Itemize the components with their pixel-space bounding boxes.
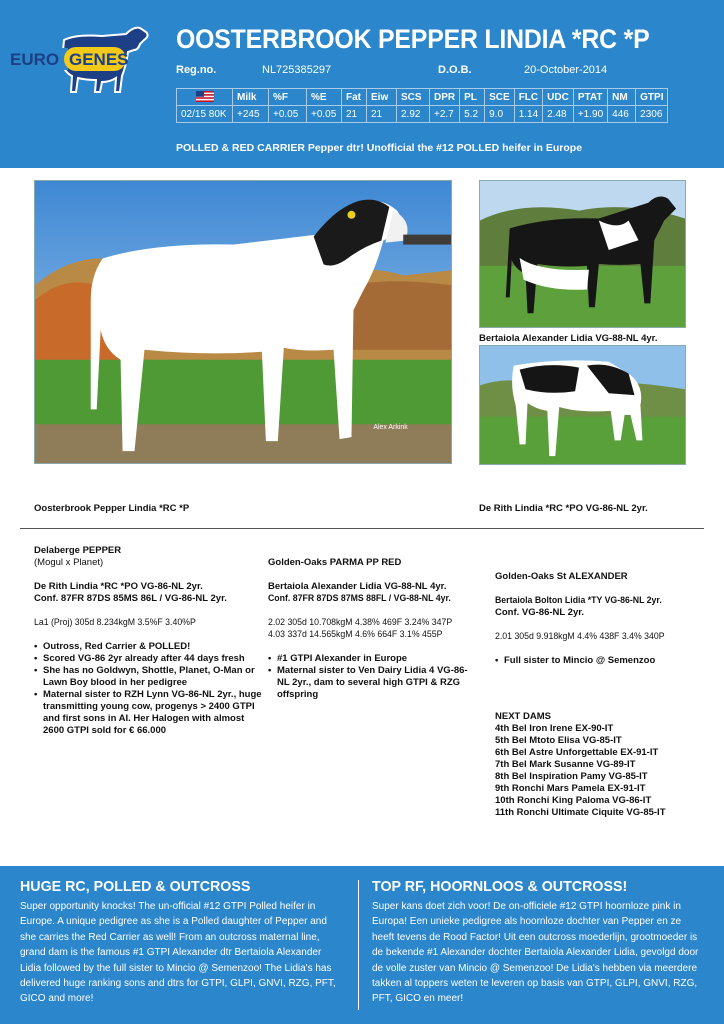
pedigree-column-granddam	[268, 557, 480, 701]
list-item: • Outross, Red Carrier & POLLED!	[34, 641, 264, 653]
dam-production: La1 (Proj) 305d 8.234kgM 3.5%F 3.40%P	[34, 617, 196, 628]
sire-parents: (Mogul x Planet)	[34, 557, 104, 568]
highlights-list	[34, 641, 264, 737]
granddam-production-1: 2.02 305d 10.708kgM 4.38% 469F 3.24% 347P	[268, 617, 453, 628]
highlights-list	[495, 655, 700, 667]
index-header: %F	[269, 89, 307, 106]
index-row-label: 02/15 80K	[177, 106, 233, 123]
next-dam-item: 10th Ronchi King Paloma VG-86-IT	[495, 795, 652, 806]
dob-value: 20-October-2014	[524, 64, 608, 76]
next-dam-item: 7th Bel Mark Susanne VG-89-IT	[495, 759, 636, 770]
index-header: Fat	[342, 89, 367, 106]
index-header: PL	[460, 89, 485, 106]
next-dam-item: 11th Ronchi Ultimate Ciquite VG-85-IT	[495, 807, 666, 818]
index-value: +0.05	[269, 106, 307, 123]
section-divider	[20, 528, 704, 529]
main-photo-caption: Oosterbrook Pepper Lindia *RC *P	[34, 503, 190, 514]
great-granddam-conformation: Conf. VG-86-NL 2yr.	[495, 607, 585, 618]
us-flag-icon	[196, 91, 214, 102]
dam-photo-bottom-caption: De Rith Lindia *RC *PO VG-86-NL 2yr.	[479, 503, 648, 514]
reg-label: Reg.no.	[176, 64, 217, 76]
pedigree-column-sire	[34, 545, 264, 737]
index-value: +2.7	[430, 106, 460, 123]
list-item: • Full sister to Mincio @ Semenzoo	[495, 655, 700, 667]
footer-banner	[0, 866, 724, 1024]
footer-dutch-text: Super kans doet zich voor! De on-officiele #12 GTPI hoornloze pink in Europa! Een unieke pedigree als hoornloze dochter van Pepper en ze heeft tevens de Rood Factor! Uit een outcross moederlijn, grootmoeder is de bekende #1 Alexander dochter Bertaiola Alexander Lidia, gevolgd door de volle zuster van Mincio @ Semenzoo! De Lidia's hebben via meerdere takken al toppers weten te leveren op basis van GTPI, GLPI, GNVI, RZG, PFT, GICO en meer!	[372, 901, 699, 1005]
index-header: FLC	[514, 89, 542, 106]
index-header: Milk	[233, 89, 269, 106]
footer-english-text: Super opportunity knocks! The un-official #12 GTPI Polled heifer in Europe. A unique pedigree as she is a Polled daughter of Pepper and she carries the Red Carrier as well! From an outcross maternal line, grand dam is the famous #1 GTPI Alexander dtr Bertaiola Alexander Lidia followed by the full sister to Mincio @ Semenzoo! The Lidia's has delivered huge ranking sons and dtrs for GTPI, GLPI, GNVI, RZG, PFT, GICO and more!	[20, 901, 336, 1005]
index-header: GTPI	[636, 89, 668, 106]
flag-cell	[177, 89, 233, 106]
great-grandsire-name: Golden-Oaks St ALEXANDER	[495, 571, 628, 582]
granddam-conformation: Conf. 87FR 87DS 87MS 88FL / VG-88-NL 4yr.	[268, 593, 451, 604]
footer-divider	[358, 880, 359, 1010]
index-header: PTAT	[573, 89, 607, 106]
index-value: 5.2	[460, 106, 485, 123]
eurogenes-logo	[6, 20, 154, 98]
header-banner	[0, 0, 724, 168]
page-title: OOSTERBROOK PEPPER LINDIA *RC *P	[176, 24, 650, 54]
index-value: 21	[342, 106, 367, 123]
reg-value: NL725385297	[262, 64, 332, 76]
index-value: +1.90	[573, 106, 607, 123]
svg-text:GENES: GENES	[69, 50, 129, 69]
next-dam-item: 5th Bel Mtoto Elisa VG-85-IT	[495, 735, 622, 746]
index-table	[176, 88, 668, 123]
maternal-grandsire-name: Golden-Oaks PARMA PP RED	[268, 557, 402, 568]
pedigree-column-great-granddam	[495, 571, 700, 819]
footer-english	[20, 878, 340, 1007]
dam-photo-top	[479, 180, 686, 328]
index-value: +245	[233, 106, 269, 123]
index-value: 446	[608, 106, 636, 123]
index-header: DPR	[430, 89, 460, 106]
next-dam-item: 8th Bel Inspiration Pamy VG-85-IT	[495, 771, 648, 782]
great-granddam-name: Bertaiola Bolton Lidia *TY VG-86-NL 2yr.	[495, 595, 662, 606]
main-cow-photo	[34, 180, 452, 464]
index-value: 2306	[636, 106, 668, 123]
index-value: 2.92	[397, 106, 430, 123]
headline: POLLED & RED CARRIER Pepper dtr! Unofficial the #12 POLLED heifer in Europe	[176, 142, 583, 154]
footer-dutch-title: TOP RF, HOORNLOOS & OUTCROSS!	[372, 878, 628, 895]
index-value: 21	[367, 106, 397, 123]
index-value-row	[177, 106, 668, 123]
next-dams-title: NEXT DAMS	[495, 711, 551, 722]
index-value: 2.48	[543, 106, 574, 123]
index-header-row	[177, 89, 668, 106]
svg-text:EURO: EURO	[10, 50, 60, 69]
list-item: • #1 GTPI Alexander in Europe	[268, 653, 480, 665]
footer-dutch	[372, 878, 702, 1007]
list-item: • She has no Goldwyn, Shottle, Planet, O-Man or Lawn Boy blood in her pedigree	[34, 665, 264, 689]
index-header: NM	[608, 89, 636, 106]
dam-name: De Rith Lindia *RC *PO VG-86-NL 2yr.	[34, 581, 203, 592]
index-header: %E	[307, 89, 342, 106]
granddam-production-2: 4.03 337d 14.565kgM 4.6% 664F 3.1% 455P	[268, 629, 443, 640]
list-item: • Maternal sister to RZH Lynn VG-86-NL 2yr., huge transmitting young cow, progenys > 2400 GTPI and first sons in AI. Her Halogen with almost 2600 GTPI sold for € 66.000	[34, 689, 264, 737]
dam-photo-top-caption: Bertaiola Alexander Lidia VG-88-NL 4yr.	[479, 333, 658, 344]
next-dam-item: 9th Ronchi Mars Pamela EX-91-IT	[495, 783, 646, 794]
great-granddam-production: 2.01 305d 9.918kgM 4.4% 438F 3.4% 340P	[495, 631, 665, 642]
granddam-name: Bertaiola Alexander Lidia VG-88-NL 4yr.	[268, 581, 447, 592]
index-header: UDC	[543, 89, 574, 106]
index-value: 9.0	[485, 106, 515, 123]
list-item: • Scored VG-86 2yr already after 44 days fresh	[34, 653, 264, 665]
photo-credit: Alex Arkink	[373, 424, 408, 432]
highlights-list	[268, 653, 480, 701]
index-header: SCE	[485, 89, 515, 106]
next-dam-item: 4th Bel Iron Irene EX-90-IT	[495, 723, 614, 734]
index-value: +0.05	[307, 106, 342, 123]
list-item: • Maternal sister to Ven Dairy Lidia 4 VG-86-NL 2yr., dam to several high GTPI & RZG offspring	[268, 665, 480, 701]
index-header: Eiw	[367, 89, 397, 106]
sire-name: Delaberge PEPPER	[34, 545, 122, 556]
next-dam-item: 6th Bel Astre Unforgettable EX-91-IT	[495, 747, 659, 758]
index-value: 1.14	[514, 106, 542, 123]
dam-photo-bottom	[479, 345, 686, 465]
dob-label: D.O.B.	[438, 64, 472, 76]
dam-conformation: Conf. 87FR 87DS 85MS 86L / VG-86-NL 2yr.	[34, 593, 227, 604]
footer-english-title: HUGE RC, POLLED & OUTCROSS	[20, 878, 251, 895]
index-header: SCS	[397, 89, 430, 106]
